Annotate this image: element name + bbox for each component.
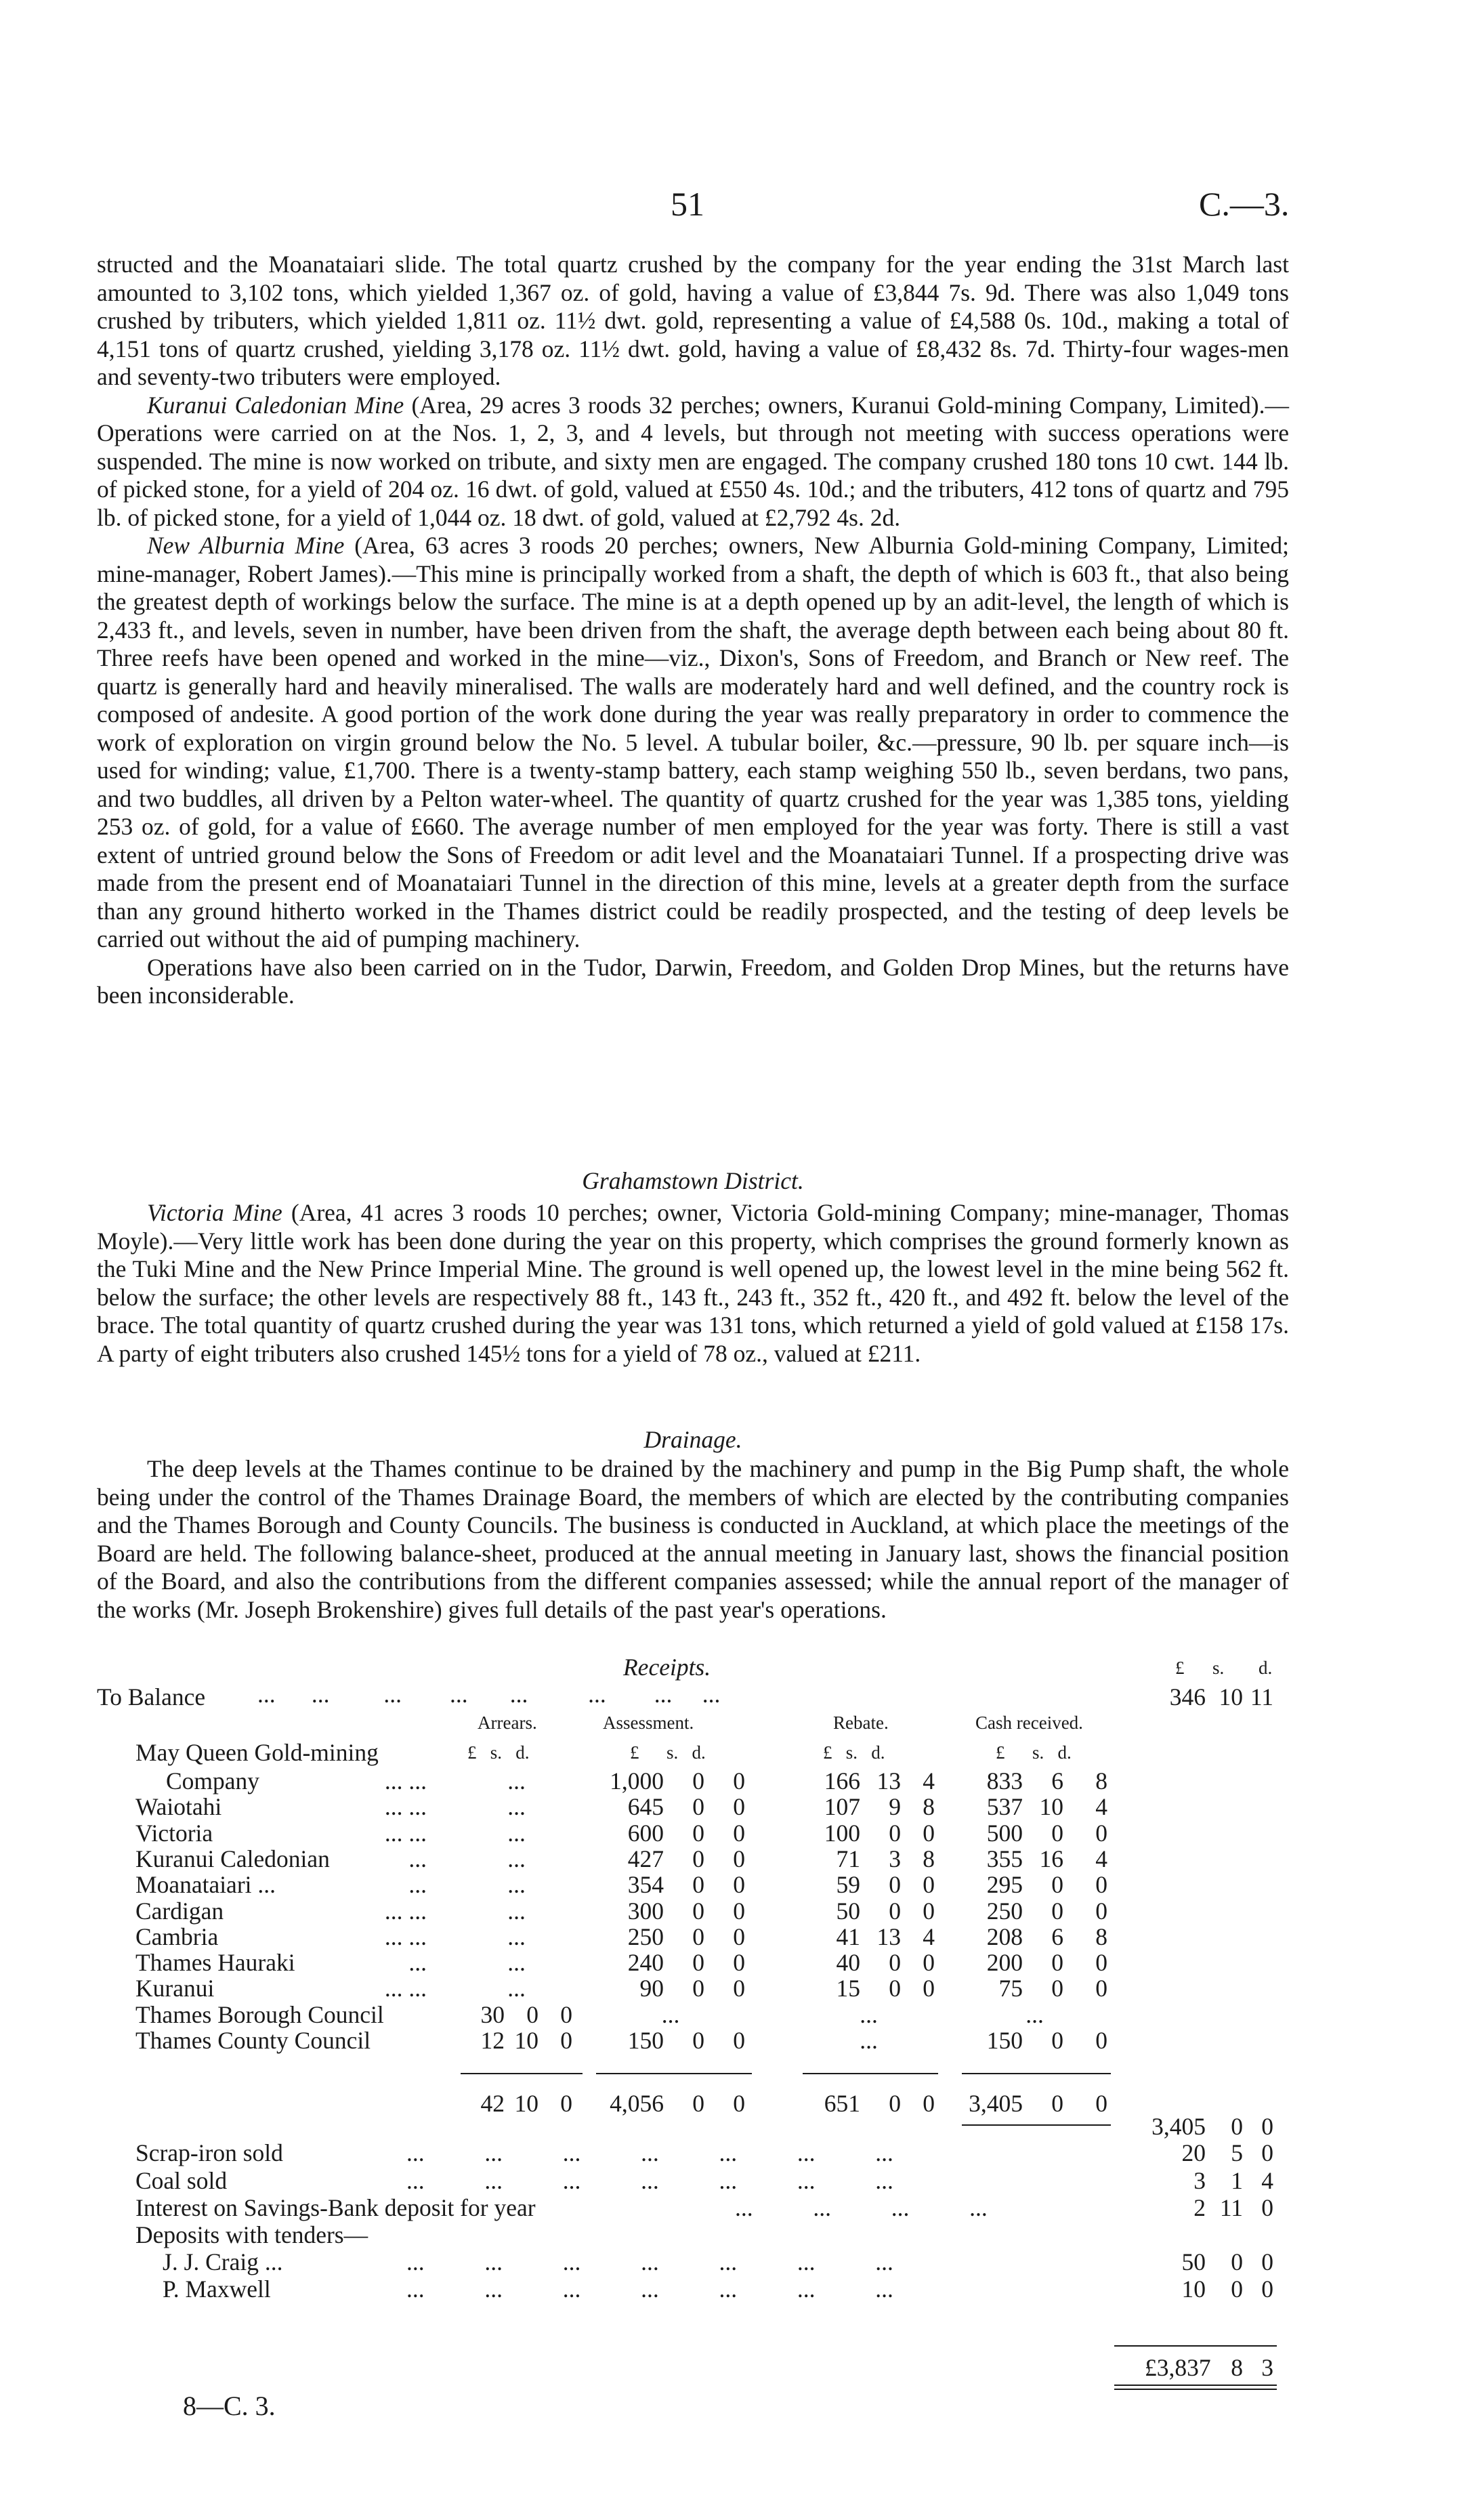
other-total-s: 11	[1219, 2194, 1243, 2221]
mine-title-alburnia: New Alburnia Mine	[147, 532, 345, 559]
other-total-l: 20	[1181, 2139, 1206, 2166]
row-cash-d: 4	[1095, 1793, 1107, 1820]
col-cash: Cash received.	[975, 1713, 1083, 1733]
row-cash-s: 0	[1051, 1975, 1063, 2002]
row-assessment-d: 0	[733, 1820, 745, 1847]
mine-body-victoria: (Area, 41 acres 3 roods 10 perches; owner, Victoria Gold-mining Company; mine-manager, Thomas Moyle).—Very little work has been done during the year on this property, which comprises the ground formerly known as the Tuki Mine and the New Prince Imperial Mine. The ground is well opened up, the lowest level in the mine being 562 ft. below the surface; the other levels are respectively 88 ft., 143 ft., 243 ft., 352 ft., 420 ft., and 492 ft. below the level of the brace. The total quantity of quartz crushed during the year was 131 tons, which returned a yield of gold valued at £158 17s. A party of eight tributers also crushed 145½ tons for a yield of 78 oz., valued at £211.	[97, 1199, 1290, 1367]
row-arrears-d: 0	[560, 2001, 572, 2028]
row-cash-s: 6	[1051, 1767, 1063, 1794]
row-cash-l: 537	[986, 1793, 1023, 1820]
row-assessment-d: 0	[733, 1871, 745, 1898]
mine-body-kuranui: (Area, 29 acres 3 roods 32 perches; owners, Kuranui Gold-mining Company, Limited).—Operations were carried on at the Nos. 1, 2, 3, and 4 levels, but through not meeting with success operations were suspended. The mine is now worked on tribute, and sixty men are engaged. The company crushed 180 tons 10 cwt. 144 lb. of picked stone, for a yield of 204 oz. 16 dwt. of gold, valued at £550 4s. 10d.; and the tributers, 412 tons of quartz and 795 lb. of picked stone, for a yield of 1,044 oz. 18 dwt. of gold, valued at £2,792 4s. 2d.	[97, 391, 1289, 531]
row-arrears-s: 0	[526, 2001, 538, 2028]
row-leader: ... ...	[384, 1793, 427, 1820]
row-cash-l: 833	[986, 1767, 1023, 1794]
row-assessment-l: 1,000	[610, 1767, 664, 1794]
paragraph-moanataiari: structed and the Moanataiari slide. The total quartz crushed by the company for the year ending the 31st March last amounted to 3,102 tons, which yielded 1,367 oz. of gold, having a value of £3,844 7s. 9d. There was also 1,049 tons crushed by tributers, which yielded 1,811 oz. 11½ dwt. gold, representing a value of £4,588 0s. 10d., making a total of 4,151 tons of quartz crushed, yielding 3,178 oz. 11½ dwt. gold, having a value of £8,432 8s. 7d. Thirty-four wages-men and seventy-two tributers were employed.	[97, 251, 1289, 390]
row-name: Company	[166, 1767, 260, 1794]
other-leader: ... ... ... ... ... ... ...	[406, 2139, 893, 2166]
total-rebate-l: 651	[824, 2090, 860, 2117]
row-assessment-l: 354	[627, 1871, 664, 1898]
row-assessment-d: 0	[733, 1767, 745, 1794]
row-name: Kuranui Caledonian	[135, 1845, 330, 1872]
row-leader: ... ...	[384, 1975, 427, 2002]
other-total-l: 2	[1193, 2194, 1206, 2221]
grand-total-d: 3	[1261, 2354, 1273, 2381]
carried-total-d: 0	[1261, 2113, 1273, 2140]
other-total-d: 0	[1261, 2248, 1273, 2275]
other-total-d: 0	[1261, 2139, 1273, 2166]
row-rebate-s: 0	[889, 1871, 901, 1898]
row-leader: ... ...	[384, 1820, 427, 1847]
total-cash-s: 0	[1051, 2090, 1063, 2117]
row-leader: ...	[408, 1871, 427, 1898]
balance-d: 11	[1250, 1683, 1273, 1710]
col-assessment: Assessment.	[603, 1713, 694, 1733]
row-cash-s: 10	[1039, 1793, 1063, 1820]
row-assessment-dots: ...	[661, 2001, 680, 2028]
mine-title-kuranui: Kuranui Caledonian Mine	[147, 391, 404, 419]
rule-cash	[962, 2073, 1111, 2074]
row-assessment-d: 0	[733, 1923, 745, 1950]
row-rebate-l: 41	[836, 1923, 860, 1950]
row-name: Kuranui	[135, 1975, 215, 2002]
row-cash-d: 0	[1095, 2027, 1107, 2054]
rule-grand-top	[1114, 2345, 1277, 2347]
row-rebate-s: 0	[889, 1897, 901, 1925]
other-leader: ... ... ... ...	[735, 2194, 988, 2221]
balance-label: To Balance	[97, 1683, 206, 1710]
col-rebate: Rebate.	[833, 1713, 889, 1733]
grand-total-s: 8	[1231, 2354, 1243, 2381]
row-assessment-l: 600	[627, 1820, 664, 1847]
row-name: Cambria	[135, 1923, 219, 1950]
receipts-heading: Receipts.	[623, 1654, 711, 1681]
other-total-s: 1	[1231, 2167, 1243, 2194]
row-rebate-l: 40	[836, 1949, 860, 1976]
row-arrears-dots: ...	[507, 1820, 526, 1847]
row-rebate-d: 0	[923, 1871, 935, 1898]
row-assessment-s: 0	[692, 2027, 704, 2054]
other-total-l: 50	[1181, 2248, 1206, 2275]
row-arrears-l: 12	[480, 2027, 505, 2054]
row-rebate-l: 50	[836, 1897, 860, 1925]
row-cash-l: 295	[986, 1871, 1023, 1898]
row-rebate-l: 59	[836, 1871, 860, 1898]
lsd-l: £	[1175, 1658, 1185, 1678]
row-arrears-l: 30	[480, 2001, 505, 2028]
other-total-l: 3	[1193, 2167, 1206, 2194]
rule-cash-carry	[962, 2124, 1111, 2126]
row-assessment-d: 0	[733, 1845, 745, 1872]
other-total-s: 0	[1231, 2248, 1243, 2275]
other-total-d: 0	[1261, 2194, 1273, 2221]
row-cash-s: 0	[1051, 1820, 1063, 1847]
row-rebate-d: 8	[923, 1793, 935, 1820]
group-label: May Queen Gold-mining	[135, 1739, 379, 1766]
mine-body-alburnia: (Area, 63 acres 3 roods 20 perches; owners, New Alburnia Gold-mining Company, Limited; mine-manager, Robert James).—This mine is principally worked from a shaft, the depth of which is 603 ft., that also being the greatest depth of workings below the surface. The mine is at a depth opened up by an adit-level, the length of which is 2,433 ft., and levels, seven in number, have been driven from the shaft, the average depth between each being about 80 ft. Three reefs have been opened and worked in the mine—viz., Dixon's, Sons of Freedom, and Branch or New reef. The quartz is generally hard and heavily mineralised. The walls are moderately hard and well defined, and the country rock is composed of andesite. A good portion of the work done during the year was really preparatory in order to commence the work of exploration on virgin ground below the No. 5 level. A tubular boiler, &c.—pressure, 90 lb. per square inch—is used for winding; value, £1,700. There is a twenty-stamp battery, each stamp weighing 550 lb., seven berdans, two pans, and two buddles, all driven by a Pelton water-wheel. The quantity of quartz crushed for the year was 1,385 tons, yielding 253 oz. of gold, for a value of £660. The average number of men employed for the year was forty. There is still a vast extent of untried ground below the Sons of Freedom or adit level and the Moanataiari Tunnel. If a prospecting drive was made from the present end of Moanataiari Tunnel in the direction of this mine, levels at a greater depth from the surface than any ground hitherto worked in the Thames district could be readily prospected, and the testing of deep levels be carried out without the aid of pumping machinery.	[97, 532, 1290, 952]
row-cash-d: 0	[1095, 1820, 1107, 1847]
row-rebate-l: 107	[824, 1793, 860, 1820]
row-name: Thames County Council	[135, 2027, 371, 2054]
row-arrears-dots: ...	[507, 1767, 526, 1794]
row-cash-s: 0	[1051, 1897, 1063, 1925]
other-total-s: 5	[1231, 2139, 1243, 2166]
row-arrears-dots: ...	[507, 1793, 526, 1820]
row-rebate-s: 13	[876, 1923, 901, 1950]
row-cash-d: 8	[1095, 1923, 1107, 1950]
row-cash-d: 8	[1095, 1767, 1107, 1794]
rule-arrears	[461, 2073, 583, 2074]
row-assessment-s: 0	[692, 1923, 704, 1950]
col-arrears: Arrears.	[478, 1713, 537, 1733]
other-label: Deposits with tenders—	[135, 2221, 368, 2248]
row-leader: ... ...	[384, 1897, 427, 1925]
row-rebate-d: 0	[923, 1820, 935, 1847]
row-cash-l: 355	[986, 1845, 1023, 1872]
rule-assessment	[596, 2073, 752, 2074]
row-arrears-dots: ...	[507, 1897, 526, 1925]
row-cash-l: 500	[986, 1820, 1023, 1847]
row-rebate-l: 166	[824, 1767, 860, 1794]
sub-assessment: £ s. d.	[630, 1742, 706, 1763]
row-assessment-d: 0	[733, 1793, 745, 1820]
row-assessment-d: 0	[733, 1975, 745, 2002]
carried-total-s: 0	[1231, 2113, 1243, 2140]
row-assessment-l: 645	[627, 1793, 664, 1820]
row-arrears-d: 0	[560, 2027, 572, 2054]
row-rebate-d: 4	[923, 1767, 935, 1794]
row-rebate-l: 71	[836, 1845, 860, 1872]
grand-total-l: £3,837	[1145, 2354, 1211, 2381]
row-rebate-s: 0	[889, 1949, 901, 1976]
other-label: J. J. Craig ...	[163, 2248, 283, 2275]
other-total-l: 10	[1181, 2275, 1206, 2303]
row-arrears-dots: ...	[507, 1923, 526, 1950]
other-label: P. Maxwell	[163, 2275, 271, 2303]
row-rebate-dots: ...	[860, 2027, 878, 2054]
other-label: Scrap-iron sold	[135, 2139, 283, 2166]
sub-rebate: £ s. d.	[823, 1742, 885, 1763]
row-arrears-s: 10	[514, 2027, 538, 2054]
total-arrears-s: 10	[514, 2090, 538, 2117]
other-total-d: 4	[1261, 2167, 1273, 2194]
lsd-d: d.	[1259, 1658, 1273, 1678]
row-cash-d: 0	[1095, 1871, 1107, 1898]
row-assessment-d: 0	[733, 2027, 745, 2054]
footer-signature: 8—C. 3.	[183, 2391, 276, 2421]
total-arrears-l: 42	[480, 2090, 505, 2117]
balance-l: 346	[1169, 1683, 1206, 1710]
row-cash-dots: ...	[1026, 2001, 1044, 2028]
row-name: Victoria	[135, 1820, 213, 1847]
row-name: Thames Hauraki	[135, 1949, 295, 1976]
row-assessment-s: 0	[692, 1975, 704, 2002]
other-leader: ... ... ... ... ... ... ...	[406, 2248, 893, 2275]
other-label: Coal sold	[135, 2167, 228, 2194]
heading-grahamstown: Grahamstown District.	[582, 1167, 804, 1194]
row-assessment-l: 150	[627, 2027, 664, 2054]
row-cash-d: 0	[1095, 1897, 1107, 1925]
row-arrears-dots: ...	[507, 1871, 526, 1898]
row-cash-s: 6	[1051, 1923, 1063, 1950]
total-rebate-s: 0	[889, 2090, 901, 2117]
row-cash-l: 150	[986, 2027, 1023, 2054]
row-arrears-dots: ...	[507, 1845, 526, 1872]
row-rebate-s: 3	[889, 1845, 901, 1872]
row-arrears-dots: ...	[507, 1949, 526, 1976]
row-rebate-l: 100	[824, 1820, 860, 1847]
carried-total-l: 3,405	[1151, 2113, 1206, 2140]
other-leader: ... ... ... ... ... ... ...	[406, 2275, 893, 2303]
row-assessment-s: 0	[692, 1871, 704, 1898]
row-leader: ... ...	[384, 1923, 427, 1950]
total-rebate-d: 0	[923, 2090, 935, 2117]
row-assessment-l: 90	[639, 1975, 664, 2002]
row-name: Waiotahi	[135, 1793, 222, 1820]
other-total-s: 0	[1231, 2275, 1243, 2303]
paragraph-drainage: The deep levels at the Thames continue to be drained by the machinery and pump in the Big Pump shaft, the whole being under the control of the Thames Drainage Board, the members of which are elected by the contributing companies and the Thames Borough and County Councils. The business is conducted in Auckland, at which place the meetings of the Board are held. The following balance-sheet, produced at the annual meeting in January last, shows the financial position of the Board, and also the contributions from the different companies assessed; while the annual report of the manager of the works (Mr. Joseph Brokenshire) gives full details of the past year's operations.	[97, 1455, 1289, 1623]
row-rebate-s: 13	[876, 1767, 901, 1794]
leader-dots: ... ... ... ... ... ... ... ...	[257, 1681, 721, 1708]
rule-grand-bottom-1	[1114, 2385, 1277, 2386]
other-total-d: 0	[1261, 2275, 1273, 2303]
row-leader: ...	[408, 1949, 427, 1976]
rule-grand-bottom-2	[1114, 2389, 1277, 2390]
rule-rebate	[803, 2073, 938, 2074]
mine-title-victoria: Victoria Mine	[147, 1199, 282, 1226]
row-rebate-s: 0	[889, 1975, 901, 2002]
row-arrears-dots: ...	[507, 1975, 526, 2002]
total-cash-d: 0	[1095, 2090, 1107, 2117]
row-assessment-l: 250	[627, 1923, 664, 1950]
paragraph-operations: Operations have also been carried on in the Tudor, Darwin, Freedom, and Golden Drop Mines, but the returns have been inconsiderable.	[97, 953, 1289, 1009]
row-cash-l: 208	[986, 1923, 1023, 1950]
row-rebate-d: 0	[923, 1897, 935, 1925]
total-assessment-l: 4,056	[610, 2090, 664, 2117]
sub-arrears: £ s. d.	[467, 1742, 530, 1763]
row-leader: ...	[408, 1845, 427, 1872]
heading-drainage: Drainage.	[643, 1426, 742, 1453]
row-cash-d: 0	[1095, 1949, 1107, 1976]
row-rebate-s: 9	[889, 1793, 901, 1820]
row-cash-s: 0	[1051, 1871, 1063, 1898]
row-name: Cardigan	[135, 1897, 224, 1925]
row-assessment-s: 0	[692, 1949, 704, 1976]
total-arrears-d: 0	[560, 2090, 572, 2117]
balance-s: 10	[1219, 1683, 1243, 1710]
row-leader: ... ...	[384, 1767, 427, 1794]
row-name: Moanataiari ...	[135, 1871, 276, 1898]
row-rebate-d: 0	[923, 1949, 935, 1976]
row-cash-l: 200	[986, 1949, 1023, 1976]
other-label: Interest on Savings-Bank deposit for year	[135, 2194, 536, 2221]
document-code: C.—3.	[1199, 185, 1290, 223]
sub-cash: £ s. d.	[996, 1742, 1072, 1763]
row-cash-l: 75	[998, 1975, 1023, 2002]
row-cash-s: 16	[1039, 1845, 1063, 1872]
row-cash-s: 0	[1051, 2027, 1063, 2054]
row-assessment-s: 0	[692, 1820, 704, 1847]
row-assessment-d: 0	[733, 1949, 745, 1976]
row-assessment-l: 300	[627, 1897, 664, 1925]
row-assessment-d: 0	[733, 1897, 745, 1925]
total-assessment-d: 0	[733, 2090, 745, 2117]
other-leader: ... ... ... ... ... ... ...	[406, 2167, 893, 2194]
row-assessment-s: 0	[692, 1845, 704, 1872]
page-number: 51	[671, 185, 704, 223]
row-cash-d: 4	[1095, 1845, 1107, 1872]
row-cash-l: 250	[986, 1897, 1023, 1925]
row-rebate-l: 15	[836, 1975, 860, 2002]
row-cash-s: 0	[1051, 1949, 1063, 1976]
row-rebate-d: 4	[923, 1923, 935, 1950]
total-assessment-s: 0	[692, 2090, 704, 2117]
row-rebate-dots: ...	[860, 2001, 878, 2028]
row-assessment-l: 240	[627, 1949, 664, 1976]
row-rebate-d: 0	[923, 1975, 935, 2002]
row-rebate-d: 8	[923, 1845, 935, 1872]
row-rebate-s: 0	[889, 1820, 901, 1847]
row-assessment-s: 0	[692, 1897, 704, 1925]
row-assessment-s: 0	[692, 1793, 704, 1820]
row-assessment-s: 0	[692, 1767, 704, 1794]
row-cash-d: 0	[1095, 1975, 1107, 2002]
lsd-s: s.	[1212, 1658, 1225, 1678]
row-assessment-l: 427	[627, 1845, 664, 1872]
row-name: Thames Borough Council	[135, 2001, 384, 2028]
total-cash-l: 3,405	[969, 2090, 1023, 2117]
